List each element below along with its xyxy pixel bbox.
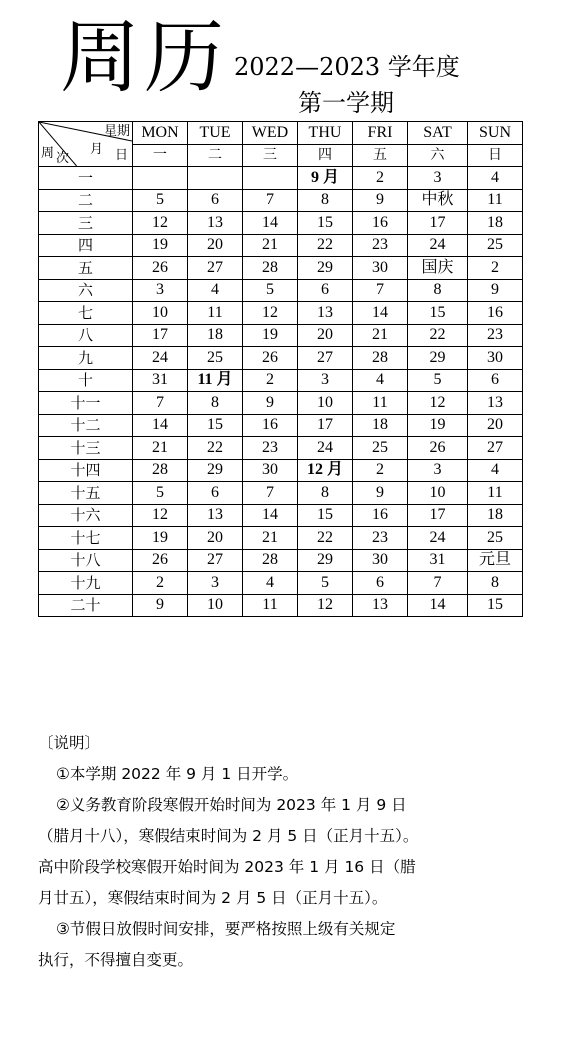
date-cell: 14	[353, 302, 408, 325]
date-cell: 9	[243, 392, 298, 415]
date-cell: 5	[243, 279, 298, 302]
date-cell: 22	[298, 527, 353, 550]
date-cell: 30	[353, 257, 408, 280]
date-cell: 16	[353, 212, 408, 235]
week-number-cell: 十七	[39, 527, 133, 550]
school-year: 2022—2023 学年度	[234, 53, 460, 81]
week-number-cell: 一	[39, 167, 133, 190]
date-cell: 6	[468, 369, 523, 392]
date-cell: 3	[188, 572, 243, 595]
date-cell: 16	[353, 504, 408, 527]
date-cell: 25	[188, 347, 243, 370]
date-cell: 4	[468, 459, 523, 482]
date-cell: 12	[298, 594, 353, 617]
date-cell: 3	[298, 369, 353, 392]
date-cell: 24	[133, 347, 188, 370]
date-cell: 16	[468, 302, 523, 325]
date-cell: 31	[408, 549, 468, 572]
date-cell: 10	[298, 392, 353, 415]
date-cell: 15	[468, 594, 523, 617]
date-cell: 22	[298, 234, 353, 257]
date-cell: 10	[408, 482, 468, 505]
date-cell: 10	[188, 594, 243, 617]
date-cell: 7	[243, 189, 298, 212]
notes-section	[38, 728, 528, 976]
table-row	[39, 437, 523, 460]
date-cell: 11	[468, 189, 523, 212]
table-row	[39, 414, 523, 437]
day-header-en: FRI	[353, 122, 408, 145]
date-cell: 6	[188, 482, 243, 505]
week-number-cell: 九	[39, 347, 133, 370]
date-cell: 17	[133, 324, 188, 347]
date-cell: 16	[243, 414, 298, 437]
date-cell: 12	[408, 392, 468, 415]
day-header-en: MON	[133, 122, 188, 145]
date-cell: 14	[133, 414, 188, 437]
note-line: ①本学期 2022 年 9 月 1 日开学。	[56, 765, 299, 783]
note-line: 高中阶段学校寒假开始时间为 2023 年 1 月 16 日（腊	[38, 858, 416, 876]
day-header-en: TUE	[188, 122, 243, 145]
date-cell: 17	[408, 212, 468, 235]
date-cell: 29	[298, 257, 353, 280]
date-cell: 17	[298, 414, 353, 437]
date-cell: 28	[133, 459, 188, 482]
date-cell: 23	[353, 234, 408, 257]
day-header-cn: 日	[468, 144, 523, 167]
date-cell: 9 月	[298, 167, 353, 190]
date-cell: 23	[353, 527, 408, 550]
date-cell: 19	[133, 527, 188, 550]
table-row	[39, 369, 523, 392]
week-number-cell: 八	[39, 324, 133, 347]
day-header-en: SUN	[468, 122, 523, 145]
date-cell: 11	[188, 302, 243, 325]
date-cell: 4	[468, 167, 523, 190]
day-header-cn: 四	[298, 144, 353, 167]
date-cell	[243, 167, 298, 190]
table-row	[39, 482, 523, 505]
week-number-cell: 三	[39, 212, 133, 235]
date-cell: 5	[133, 189, 188, 212]
date-cell: 7	[353, 279, 408, 302]
date-cell: 7	[408, 572, 468, 595]
date-cell: 5	[298, 572, 353, 595]
table-row	[39, 594, 523, 617]
week-number-cell: 十	[39, 369, 133, 392]
date-cell: 9	[133, 594, 188, 617]
note-line: （腊月十八），寒假结束时间为 2 月 5 日（正月十五）。	[38, 827, 419, 845]
date-cell: 26	[133, 549, 188, 572]
table-row	[39, 549, 523, 572]
date-cell: 22	[188, 437, 243, 460]
week-number-cell: 十三	[39, 437, 133, 460]
date-cell: 3	[408, 167, 468, 190]
date-cell: 元旦	[468, 549, 523, 572]
date-cell: 19	[133, 234, 188, 257]
table-row	[39, 234, 523, 257]
date-cell: 14	[243, 504, 298, 527]
day-header-cn: 一	[133, 144, 188, 167]
note-line: 月廿五），寒假结束时间为 2 月 5 日（正月十五）。	[38, 889, 388, 907]
week-number-cell: 十五	[39, 482, 133, 505]
week-number-cell: 十二	[39, 414, 133, 437]
date-cell: 中秋	[408, 189, 468, 212]
day-header-cn: 六	[408, 144, 468, 167]
date-cell: 30	[468, 347, 523, 370]
date-cell: 9	[353, 189, 408, 212]
date-cell: 国庆	[408, 257, 468, 280]
date-cell: 23	[243, 437, 298, 460]
date-cell: 2	[243, 369, 298, 392]
date-cell: 19	[408, 414, 468, 437]
date-cell: 24	[408, 527, 468, 550]
date-cell: 3	[133, 279, 188, 302]
table-row	[39, 279, 523, 302]
week-number-cell: 六	[39, 279, 133, 302]
date-cell: 5	[408, 369, 468, 392]
date-cell: 12	[243, 302, 298, 325]
date-cell: 18	[468, 504, 523, 527]
date-cell: 29	[298, 549, 353, 572]
corner-header	[39, 122, 133, 167]
date-cell: 15	[298, 212, 353, 235]
date-cell: 25	[468, 234, 523, 257]
date-cell: 24	[408, 234, 468, 257]
date-cell: 9	[353, 482, 408, 505]
term-title: 第一学期	[298, 89, 394, 117]
date-cell: 28	[353, 347, 408, 370]
header-row-en	[39, 122, 523, 145]
table-row	[39, 189, 523, 212]
date-cell: 20	[188, 234, 243, 257]
date-cell: 18	[468, 212, 523, 235]
date-cell: 26	[133, 257, 188, 280]
date-cell: 8	[188, 392, 243, 415]
date-cell: 9	[468, 279, 523, 302]
notes-lines	[38, 759, 528, 976]
date-cell: 21	[353, 324, 408, 347]
date-cell: 6	[353, 572, 408, 595]
date-cell: 25	[353, 437, 408, 460]
corner-label-yue: 月	[90, 142, 104, 157]
date-cell: 28	[243, 257, 298, 280]
note-line: 执行，不得擅自变更。	[38, 951, 194, 969]
day-header-en: THU	[298, 122, 353, 145]
date-cell: 28	[243, 549, 298, 572]
date-cell: 12	[133, 504, 188, 527]
table-row	[39, 167, 523, 190]
table-row	[39, 392, 523, 415]
date-cell: 22	[408, 324, 468, 347]
corner-label-xingqi: 星期	[103, 124, 130, 139]
date-cell: 7	[243, 482, 298, 505]
date-cell	[188, 167, 243, 190]
date-cell: 5	[133, 482, 188, 505]
date-cell: 15	[298, 504, 353, 527]
date-cell: 30	[353, 549, 408, 572]
date-cell: 7	[133, 392, 188, 415]
page-title: 周历	[60, 11, 228, 104]
date-cell: 2	[133, 572, 188, 595]
note-line: ②义务教育阶段寒假开始时间为 2023 年 1 月 9 日	[56, 796, 407, 814]
week-calendar-table	[38, 121, 523, 617]
date-cell: 17	[408, 504, 468, 527]
date-cell: 6	[188, 189, 243, 212]
date-cell: 23	[468, 324, 523, 347]
date-cell: 14	[408, 594, 468, 617]
table-row	[39, 347, 523, 370]
week-number-cell: 十六	[39, 504, 133, 527]
week-number-cell: 十四	[39, 459, 133, 482]
date-cell: 27	[468, 437, 523, 460]
date-cell: 6	[298, 279, 353, 302]
date-cell: 3	[408, 459, 468, 482]
date-cell: 8	[298, 189, 353, 212]
date-cell: 15	[408, 302, 468, 325]
date-cell: 26	[243, 347, 298, 370]
table-row	[39, 527, 523, 550]
date-cell: 21	[243, 527, 298, 550]
date-cell: 13	[468, 392, 523, 415]
date-cell: 11	[468, 482, 523, 505]
date-cell: 29	[188, 459, 243, 482]
day-header-cn: 五	[353, 144, 408, 167]
date-cell: 26	[408, 437, 468, 460]
date-cell: 11	[243, 594, 298, 617]
date-cell: 2	[468, 257, 523, 280]
date-cell: 4	[353, 369, 408, 392]
date-cell: 31	[133, 369, 188, 392]
note-line: ③节假日放假时间安排，要严格按照上级有关规定	[56, 920, 396, 938]
date-cell: 20	[188, 527, 243, 550]
table-row	[39, 324, 523, 347]
calendar-body	[39, 167, 523, 617]
table-row	[39, 459, 523, 482]
date-cell: 13	[298, 302, 353, 325]
date-cell: 24	[298, 437, 353, 460]
corner-label-zhou: 周	[41, 146, 55, 161]
day-header-cn: 三	[243, 144, 298, 167]
date-cell: 11	[353, 392, 408, 415]
date-cell: 21	[243, 234, 298, 257]
date-cell: 12	[133, 212, 188, 235]
table-row	[39, 212, 523, 235]
date-cell: 14	[243, 212, 298, 235]
table-row	[39, 504, 523, 527]
date-cell: 12 月	[298, 459, 353, 482]
date-cell: 20	[468, 414, 523, 437]
week-number-cell: 二十	[39, 594, 133, 617]
week-number-cell: 十八	[39, 549, 133, 572]
corner-label-ci: 次	[56, 151, 70, 166]
date-cell: 2	[353, 167, 408, 190]
date-cell: 13	[188, 504, 243, 527]
day-header-en: WED	[243, 122, 298, 145]
date-cell: 19	[243, 324, 298, 347]
date-cell: 8	[298, 482, 353, 505]
day-header-cn: 二	[188, 144, 243, 167]
notes-heading: 〔说明〕	[38, 734, 101, 752]
table-row	[39, 302, 523, 325]
date-cell	[133, 167, 188, 190]
date-cell: 25	[468, 527, 523, 550]
week-number-cell: 五	[39, 257, 133, 280]
date-cell: 18	[188, 324, 243, 347]
date-cell: 11 月	[188, 369, 243, 392]
day-header-en: SAT	[408, 122, 468, 145]
date-cell: 8	[408, 279, 468, 302]
date-cell: 27	[188, 257, 243, 280]
corner-label-ri: 日	[115, 148, 129, 163]
date-cell: 29	[408, 347, 468, 370]
date-cell: 13	[353, 594, 408, 617]
date-cell: 4	[243, 572, 298, 595]
week-number-cell: 七	[39, 302, 133, 325]
date-cell: 27	[188, 549, 243, 572]
week-number-cell: 四	[39, 234, 133, 257]
table-row	[39, 257, 523, 280]
date-cell: 30	[243, 459, 298, 482]
date-cell: 4	[188, 279, 243, 302]
date-cell: 10	[133, 302, 188, 325]
date-cell: 2	[353, 459, 408, 482]
date-cell: 8	[468, 572, 523, 595]
week-number-cell: 十九	[39, 572, 133, 595]
week-number-cell: 二	[39, 189, 133, 212]
date-cell: 18	[353, 414, 408, 437]
date-cell: 20	[298, 324, 353, 347]
date-cell: 21	[133, 437, 188, 460]
date-cell: 13	[188, 212, 243, 235]
date-cell: 15	[188, 414, 243, 437]
table-row	[39, 572, 523, 595]
week-number-cell: 十一	[39, 392, 133, 415]
date-cell: 27	[298, 347, 353, 370]
